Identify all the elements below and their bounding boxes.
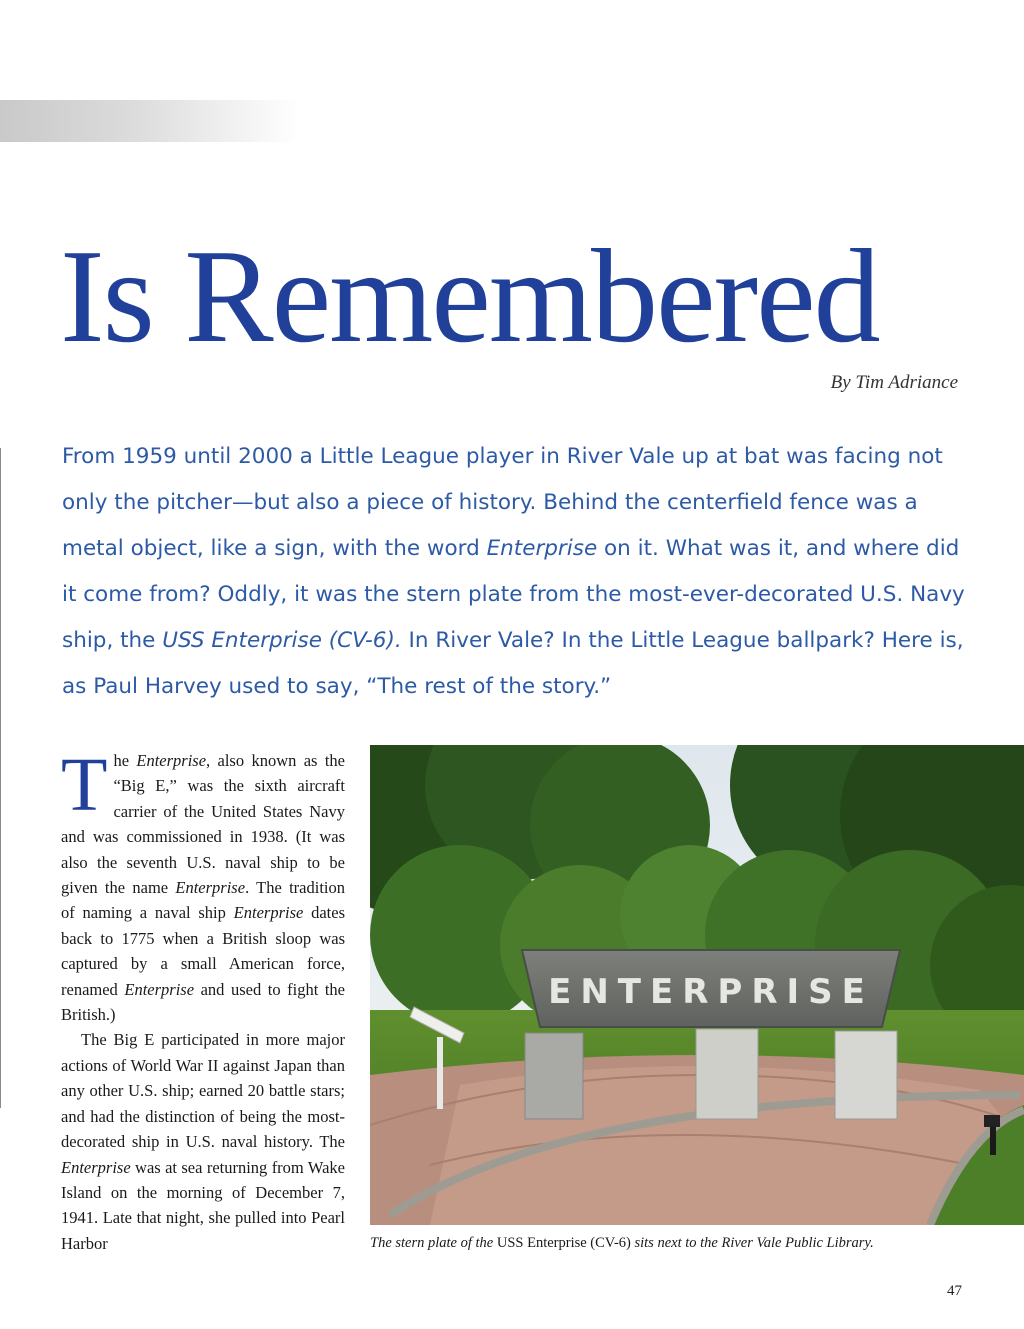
page-number: 47 [947,1283,962,1299]
intro-paragraph [62,434,972,710]
stern-plate-lettering: ENTERPRISE [548,972,874,1012]
caption-ship-name: USS Enterprise (CV-6) [493,1235,635,1251]
body-paragraph-1 [61,743,346,1027]
margin-rule [0,448,1,1108]
intro-text-1: From 1959 until 2000 a Little League player in River Vale up at bat was facing not only the pitcher—but also a piece of history. Behind the centerfield fence was a metal object, like a sign, with the word [62,444,943,561]
header-gradient-band [0,100,300,142]
body-text: dates back to 1775 when a British sloop was captured by a small American force, renamed [61,903,346,999]
byline: By Tim Adriance [830,372,958,393]
memorial-photo [370,745,1024,1225]
body-italic: Enterprise [233,903,304,923]
body-italic: Enterprise [124,979,195,999]
body-text: The Big E participated in more major actions of World War II against Japan than any other U.S. ship; earned 20 battle stars; and had the distinction of being the most-decorated ship in U.S. naval history. The [61,1030,345,1152]
body-italic: Enterprise [175,878,246,898]
body-text: he [113,751,137,770]
body-text: , also known as the “Big E,” was the sixth aircraft carrier of the United States Navy and was commissioned in 1938. (It was also the seventh U.S. naval ship to be given the name [61,751,345,898]
photo-caption [370,1235,1020,1252]
photo-illustration [370,745,1024,1225]
body-column [61,743,346,1256]
body-paragraph-2 [61,1027,345,1256]
body-text: . The tradition of naming a naval ship [61,878,346,923]
intro-italic-2: USS Enterprise (CV-6). [162,628,402,653]
caption-italic-2: sits next to the River Vale Public Library. [634,1235,874,1251]
caption-italic-1: The stern plate of the [370,1235,494,1251]
article-title: Is Remembered [60,222,879,370]
intro-italic-1: Enterprise [486,536,598,561]
body-italic: Enterprise [61,1157,131,1177]
stone-pedestals [525,1029,897,1119]
intro-text-3: In River Vale? In the Little League ballpark? Here is, as Paul Harvey used to say, “The rest of the story.” [62,628,964,699]
drop-cap: T [61,743,108,827]
body-text: and used to fight the British.) [61,979,345,1025]
body-italic: Enterprise [136,751,207,770]
intro-text-2: on it. What was it, and where did it come from? Oddly, it was the stern plate from the most-ever-decorated U.S. Navy ship, the [62,536,965,653]
body-text: was at sea returning from Wake Island on the morning of December 7, 1941. Late that night, she pulled into Pearl Harbor [61,1157,345,1253]
